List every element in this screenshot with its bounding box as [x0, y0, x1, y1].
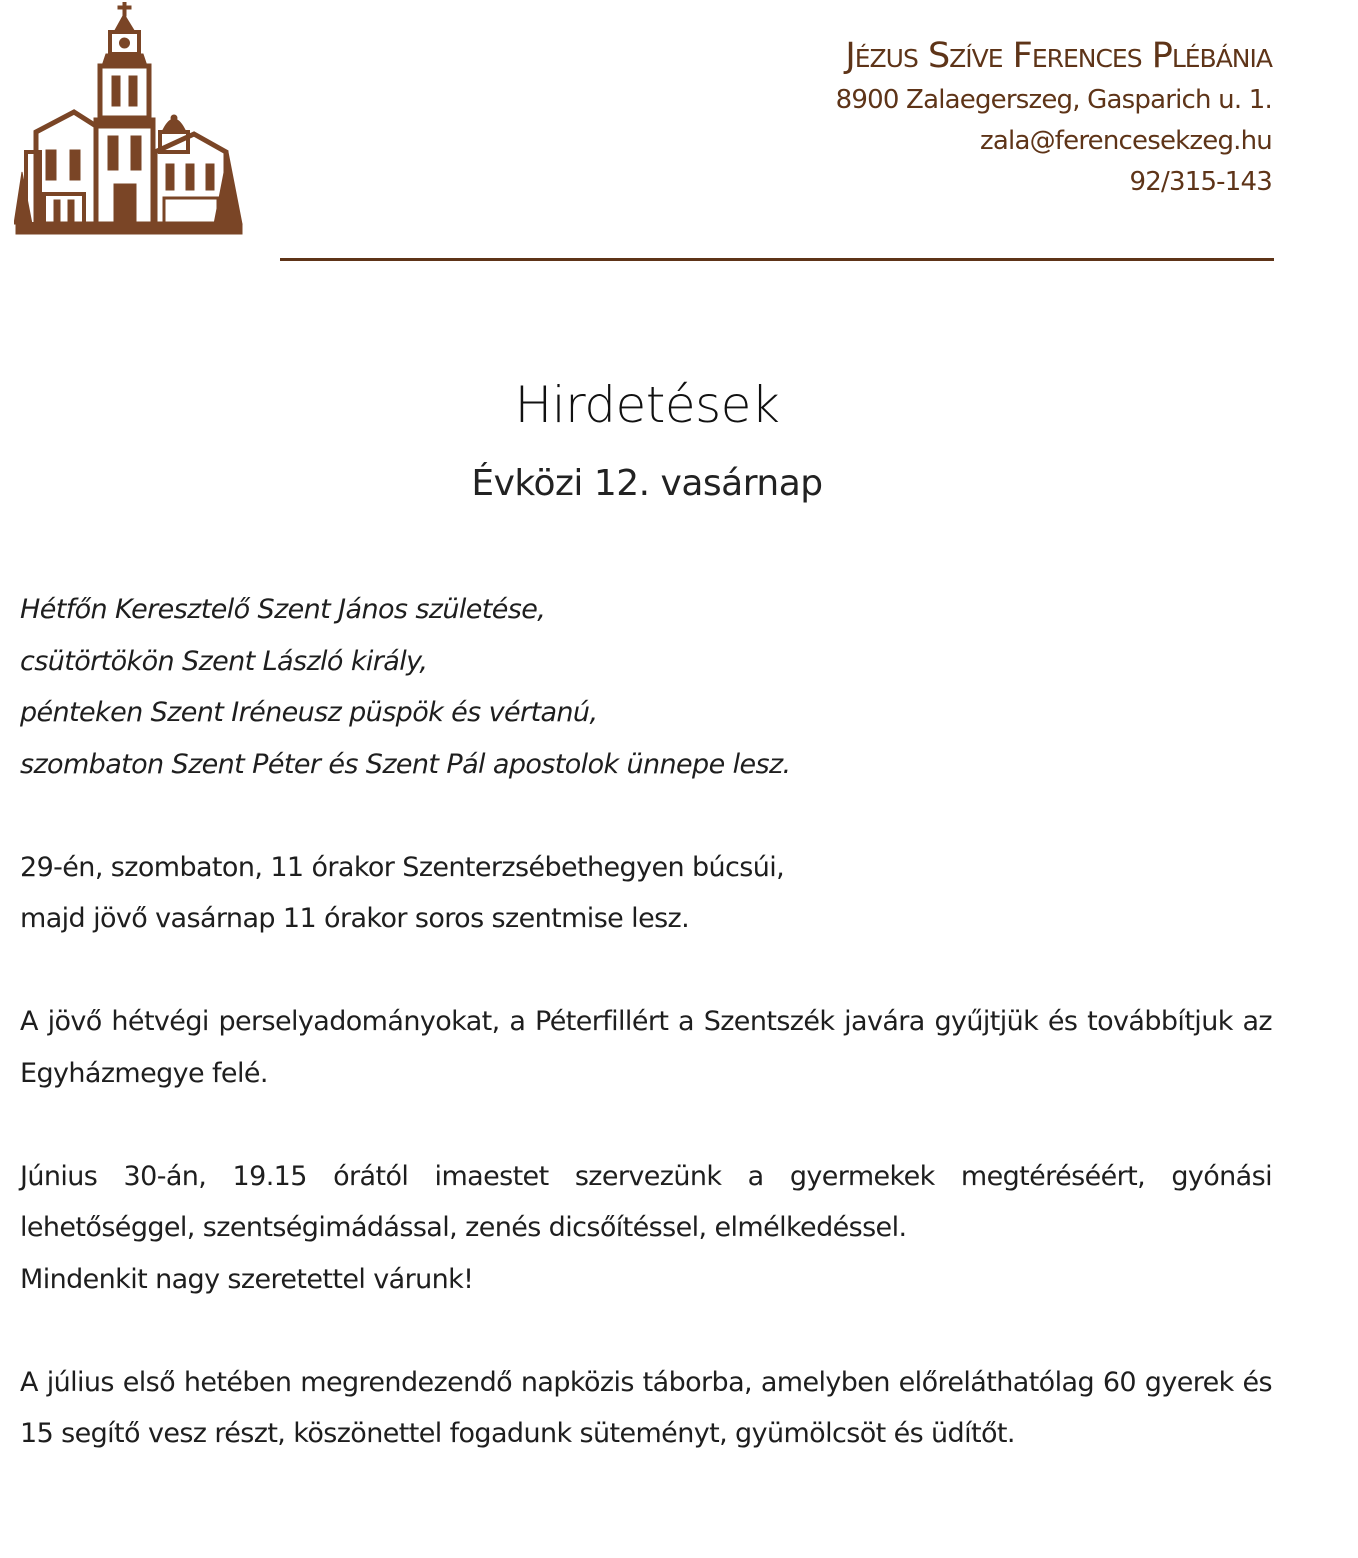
feast-line: Hétfőn Keresztelő Szent János születése,: [20, 594, 546, 625]
header-divider: [280, 258, 1274, 261]
parish-name: Jézus Szíve Ferences Plébánia: [845, 36, 1272, 76]
feast-line: pénteken Szent Iréneusz püspök és vértanú,: [20, 697, 598, 728]
parish-email[interactable]: zala@ferencesekzeg.hu: [980, 126, 1272, 156]
page-subtitle: Évközi 12. vasárnap: [471, 463, 823, 504]
announcements: [20, 584, 1272, 1511]
mass-line: majd jövő vasárnap 11 órakor soros szentmise lesz.: [20, 903, 690, 934]
feast-line: szombaton Szent Péter és Szent Pál apostolok ünnepe lesz.: [20, 748, 791, 780]
feast-line: csütörtökön Szent László király,: [20, 645, 428, 677]
parish-header: [836, 34, 1272, 203]
mass-paragraph: [20, 842, 1272, 945]
camp-paragraph: A július első hetében megrendezendő napközis táborba, amelyben előreláthatólag 60 gyerek és 15 segítő vesz részt, köszönettel fogadunk süteményt, gyümölcsöt és üdítőt.: [20, 1366, 1272, 1449]
parish-phone: 92/315-143: [1129, 167, 1272, 197]
feast-days-paragraph: [20, 584, 1272, 790]
page-title: Hirdetések: [514, 376, 780, 434]
collection-paragraph: A jövő hétvégi perselyadományokat, a Péterfillért a Szentszék javára gyűjtjük és továbbítjuk az Egyházmegye felé.: [20, 1006, 1272, 1089]
mass-line: 29-én, szombaton, 11 órakor Szenterzsébethegyen búcsúi,: [20, 851, 785, 883]
church-icon: [14, 2, 244, 238]
invitation-paragraph: Mindenkit nagy szeretettel várunk!: [20, 1263, 474, 1295]
parish-address: 8900 Zalaegerszeg, Gasparich u. 1.: [835, 85, 1272, 115]
church-logo: [14, 2, 244, 238]
prayer-evening-paragraph: Június 30-án, 19.15 órától imaestet szervezünk a gyermekek megtéréséért, gyónási lehetőséggel, szentségimádással, zenés dicsőítéssel, elmélkedéssel.: [20, 1160, 1272, 1243]
